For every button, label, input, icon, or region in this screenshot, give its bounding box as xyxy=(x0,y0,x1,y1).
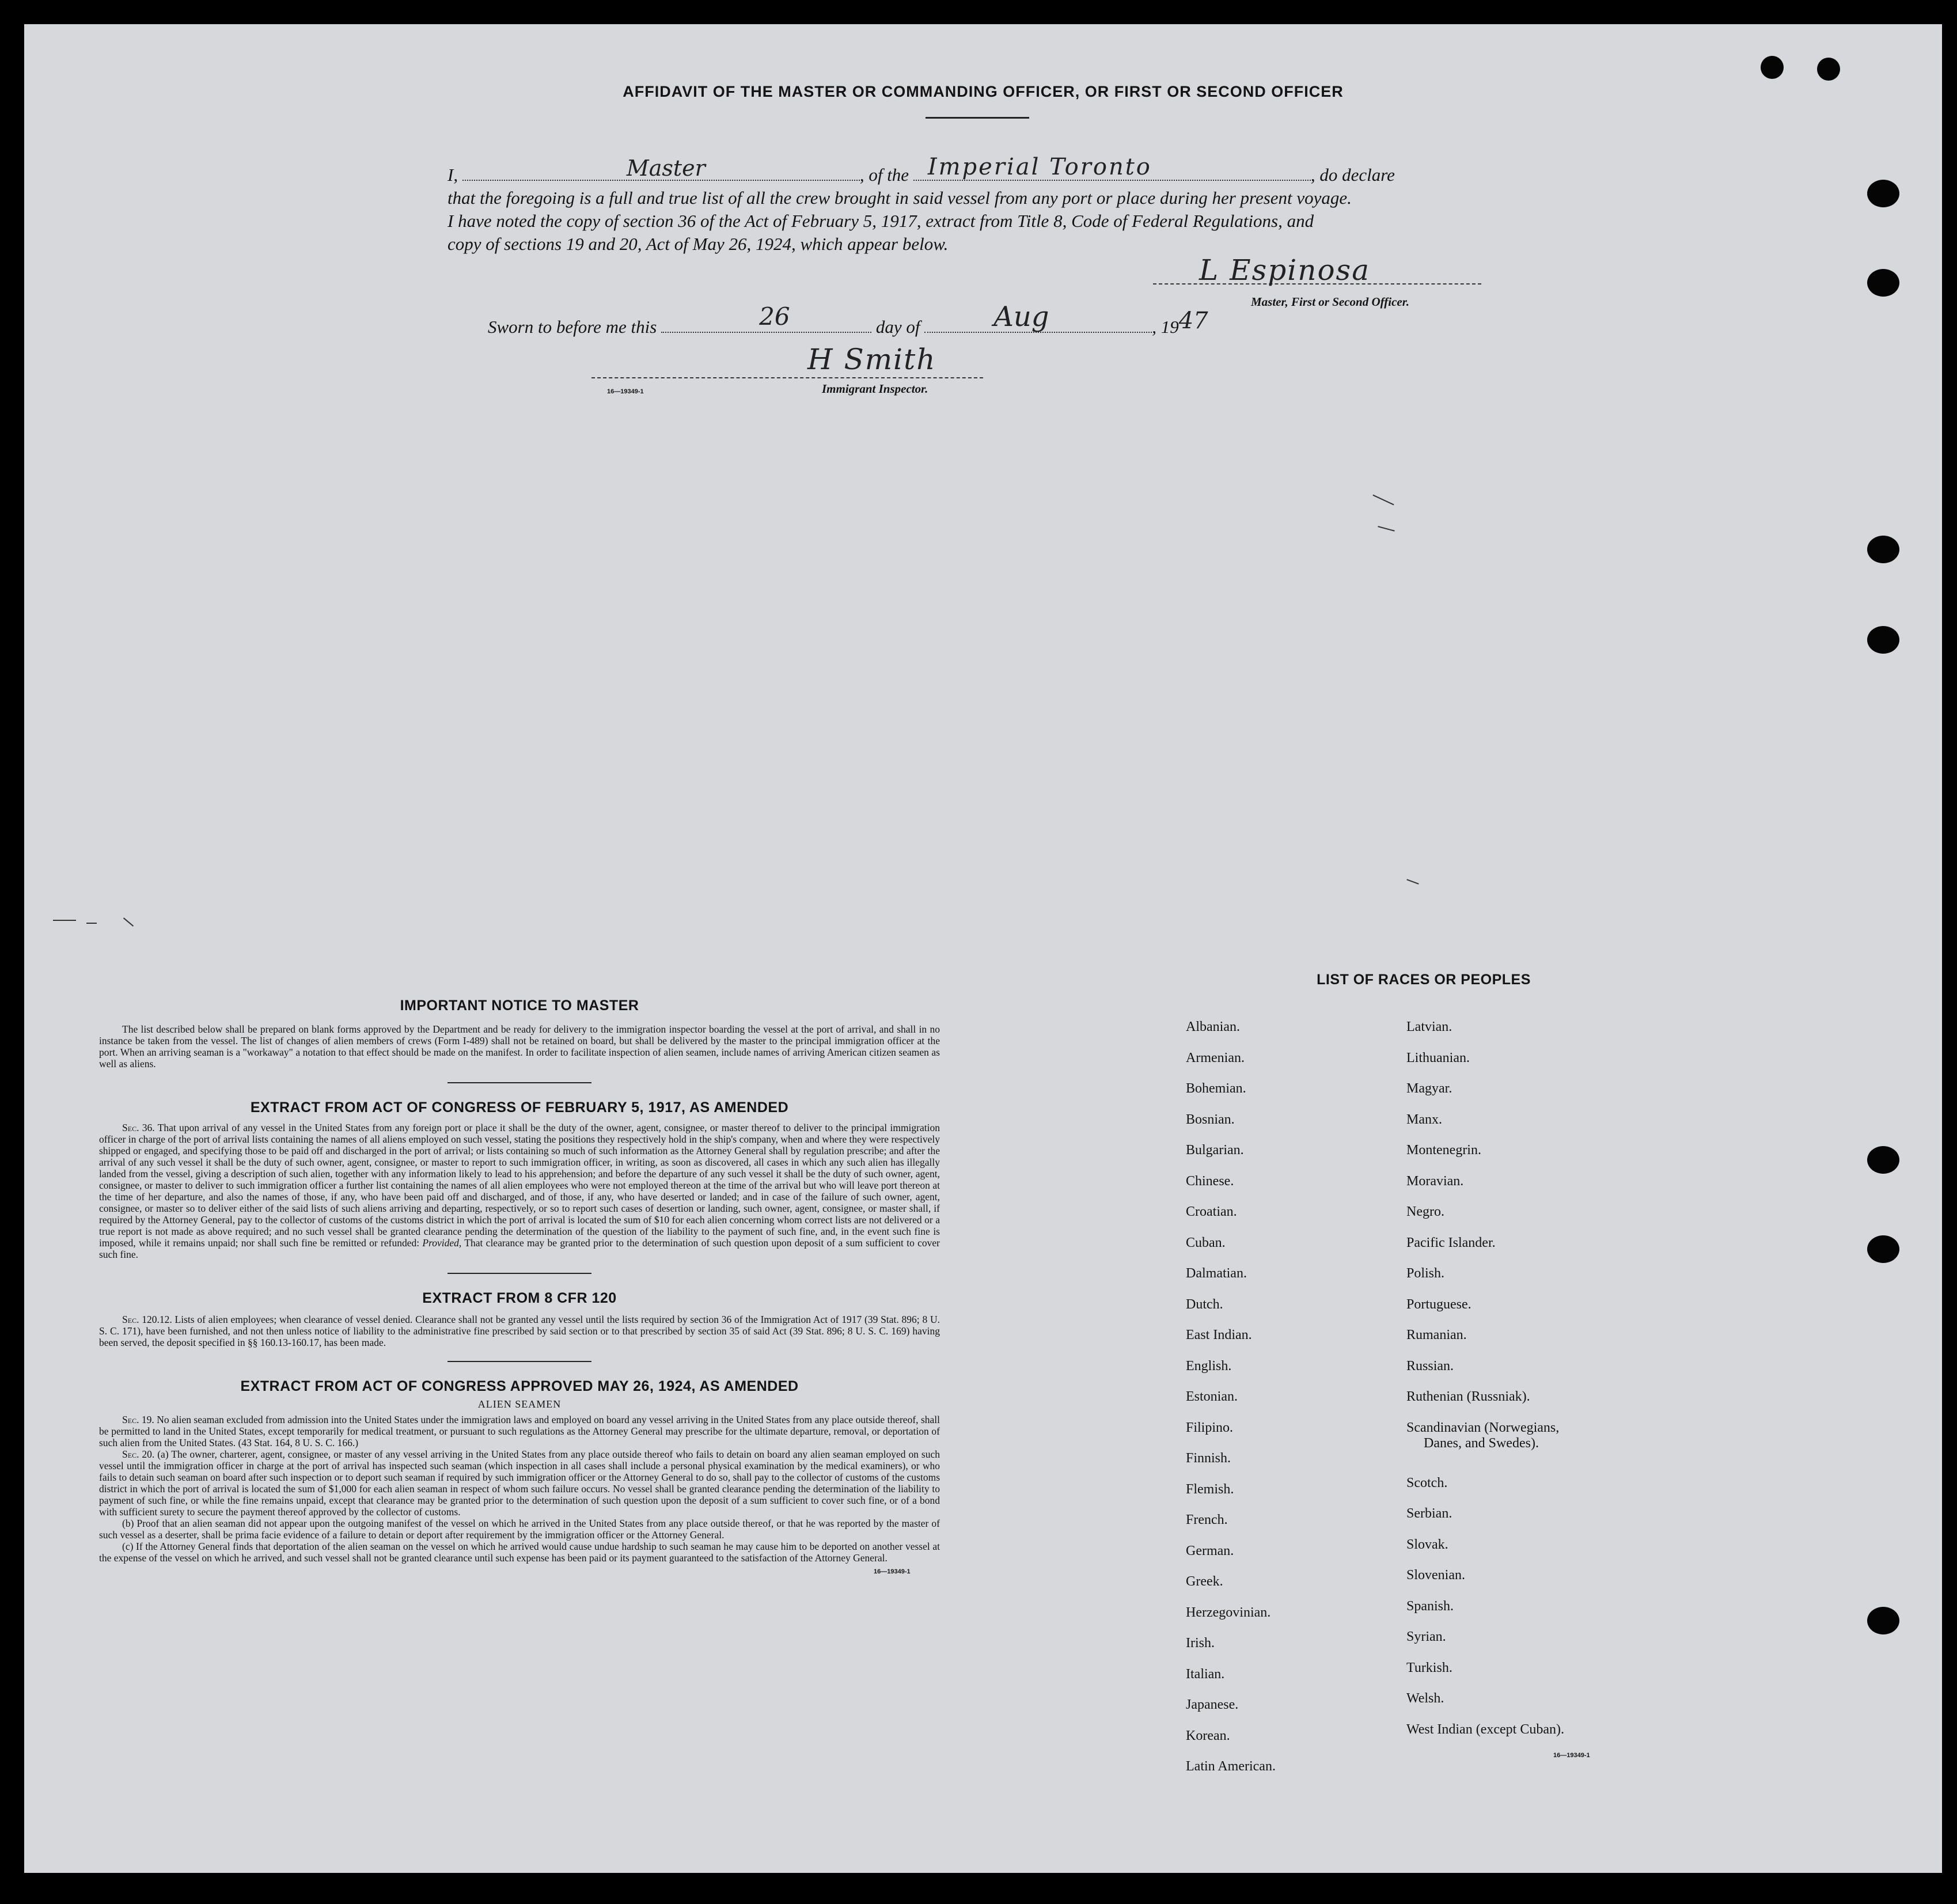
race-item: Chinese. xyxy=(1186,1173,1234,1189)
race-item: Polish. xyxy=(1406,1266,1445,1281)
race-item: Greek. xyxy=(1186,1574,1223,1589)
race-item: Moravian. xyxy=(1406,1173,1464,1189)
binder-hole xyxy=(1867,269,1899,297)
sworn-prefix: Sworn to before me this xyxy=(488,317,657,337)
race-item: Lithuanian. xyxy=(1406,1050,1470,1065)
year-handwritten: 47 xyxy=(1178,308,1208,334)
race-item: Latvian. xyxy=(1406,1019,1452,1034)
race-item: East Indian. xyxy=(1186,1328,1252,1342)
race-item: Croatian. xyxy=(1186,1204,1237,1219)
race-item: English. xyxy=(1186,1358,1232,1374)
section-divider xyxy=(447,1361,591,1362)
race-item: Spanish. xyxy=(1406,1598,1454,1614)
extract1-sec-label: Sec. 36. xyxy=(122,1122,155,1133)
race-item: Latin American. xyxy=(1186,1759,1276,1774)
day-handwritten: 26 xyxy=(759,302,790,331)
race-item: Finnish. xyxy=(1186,1451,1231,1466)
affidavit-i: I, xyxy=(447,165,458,185)
extract3-title: EXTRACT FROM ACT OF CONGRESS APPROVED MAY 26, 1924, AS AMENDED xyxy=(240,1378,799,1394)
binder-hole xyxy=(1817,58,1840,81)
stray-mark xyxy=(1372,495,1394,506)
master-signature-caption: Master, First or Second Officer. xyxy=(1251,295,1409,309)
race-item: Magyar. xyxy=(1406,1081,1452,1096)
race-item-scandinavian-line1: Scandinavian (Norwegians, xyxy=(1406,1420,1560,1435)
race-item: French. xyxy=(1186,1512,1228,1527)
sworn-line xyxy=(488,301,1352,337)
race-item: Dalmatian. xyxy=(1186,1266,1247,1281)
race-item: Bulgarian. xyxy=(1186,1143,1244,1158)
extract1-provided: Provided, xyxy=(422,1237,462,1249)
vessel-handwritten: Imperial Toronto xyxy=(927,154,1152,180)
sworn-row xyxy=(488,301,1352,337)
race-item: Korean. xyxy=(1186,1728,1230,1743)
document-page xyxy=(24,24,1942,1873)
race-item-scandinavian-line2: Danes, and Swedes). xyxy=(1424,1435,1539,1451)
affidavit-form-number: 16—19349-1 xyxy=(607,388,644,395)
extract1-tail: That clearance may be granted prior to the determination of such question upon deposit of a sum sufficient to cover such fine. xyxy=(99,1237,940,1260)
affidavit-line-2: that the foregoing is a full and true list of all the crew brought in said vessel from any port or place during her present voyage. xyxy=(447,188,1352,208)
sec20b-body: (b) Proof that an alien seaman did not appear upon the outgoing manifest of the vessel on which he arrived in the United States from any place outside thereof, or that he was reported by the master of such vessel as a deserter, shall be prima facie evidence of a failure to detain or deport after requirement by the immigration officer or the Attorney General. xyxy=(99,1518,940,1541)
race-item: Turkish. xyxy=(1406,1660,1452,1675)
race-item: Italian. xyxy=(1186,1666,1225,1682)
race-item: Filipino. xyxy=(1186,1420,1234,1435)
extract2-sec-label: Sec. 120.12. xyxy=(122,1314,172,1325)
extract1-body xyxy=(99,1122,940,1260)
affidavit-line-4: copy of sections 19 and 20, Act of May 26, 1924, which appear below. xyxy=(447,234,949,254)
month-handwritten: Aug xyxy=(993,301,1049,333)
stray-mark xyxy=(1406,879,1419,884)
affidavit-body xyxy=(447,154,1530,256)
race-item: Syrian. xyxy=(1406,1629,1446,1644)
race-item: Scotch. xyxy=(1406,1475,1448,1490)
do-declare-text: , do declare xyxy=(1310,165,1395,185)
stray-mark xyxy=(123,917,134,927)
of-the-text: , of the xyxy=(859,165,909,185)
stray-mark xyxy=(53,920,76,921)
race-item: Rumanian. xyxy=(1406,1328,1467,1342)
notice-form-number: 16—19349-1 xyxy=(874,1568,911,1575)
rank-handwritten: Master xyxy=(626,155,706,181)
extract1-title: EXTRACT FROM ACT OF CONGRESS OF FEBRUARY 5, 1917, AS AMENDED xyxy=(250,1099,789,1116)
sec20-label: Sec. 20. xyxy=(122,1448,155,1460)
sec20a-body xyxy=(99,1448,940,1518)
month-field xyxy=(924,301,1152,333)
affidavit-line-3: I have noted the copy of section 36 of the Act of February 5, 1917, extract from Title 8, Code of Federal Regulations, and xyxy=(447,211,1314,231)
binder-hole xyxy=(1867,1607,1899,1634)
binder-hole xyxy=(1867,536,1899,563)
race-item: Flemish. xyxy=(1186,1481,1234,1497)
race-item: Cuban. xyxy=(1186,1235,1226,1250)
day-of-text: day of xyxy=(875,317,920,337)
race-item-scandinavian xyxy=(1406,1420,1564,1476)
notice-title: IMPORTANT NOTICE TO MASTER xyxy=(400,997,639,1014)
rank-field xyxy=(462,155,860,181)
race-item: Albanian. xyxy=(1186,1019,1240,1034)
inspector-signature-line xyxy=(591,377,983,378)
inspector-signature: H Smith xyxy=(807,343,936,376)
race-item: Herzegovinian. xyxy=(1186,1605,1271,1620)
sec20a-text: (a) The owner, charterer, agent, consignee, or master of any vessel arriving in the United States from any place outside thereof who fails to detain on board any alien seaman employed on such vessel until the immigration officer in charge at the port of arrival has inspected such seaman (which inspection in all cases shall include a personal physical examination by the medical examiners), or who fails to detain such seaman on board after such inspection or to deport such seaman if required by such immigration officer or the Attorney General to do so, shall pay to the collector of customs of the customs district in which the port of arrival is located the sum of $1,000 for each alien seaman in respect of whom such failure occurs. No vessel shall be granted clearance pending the determination of the liability to payment of such fine, or while the fine remains unpaid, except that clearance may be granted prior to the determination of such question upon the deposit of a sum sufficient to cover such fine, or of a bond with sufficient surety to secure the payment thereof approved by the collector of customs. xyxy=(99,1448,940,1518)
race-item: German. xyxy=(1186,1543,1234,1558)
race-item: Negro. xyxy=(1406,1204,1444,1219)
sec19-body xyxy=(99,1414,940,1448)
extract2-text: Lists of alien employees; when clearance of vessel denied. Clearance shall not be granted any vessel until the lists required by section 36 of the Immigration Act of 1917 (39 Stat. 896; 8 U. S. C. 171), have been furnished, and not then unless notice of liability to the administrative fine prescribed by said section or to that prescribed by section 35 of said Act (39 Stat. 896; 8 U. S. C. 169) having been served, the deposit specified in §§ 160.13-160.17, has been made. xyxy=(99,1314,940,1348)
notice-section xyxy=(99,997,940,1575)
stray-mark xyxy=(1378,526,1394,532)
master-signature: L Espinosa xyxy=(1199,253,1371,287)
extract2-body xyxy=(99,1314,940,1348)
race-item: Dutch. xyxy=(1186,1296,1223,1312)
affidavit-title: AFFIDAVIT OF THE MASTER OR COMMANDING OFFICER, OR FIRST OR SECOND OFFICER xyxy=(623,83,1344,100)
binder-hole xyxy=(1761,56,1784,79)
stray-mark xyxy=(86,923,97,924)
race-item: West Indian (except Cuban). xyxy=(1406,1721,1564,1737)
race-item: Slovak. xyxy=(1406,1537,1448,1552)
race-item: Pacific Islander. xyxy=(1406,1235,1496,1250)
section-divider xyxy=(447,1273,591,1274)
race-item: Welsh. xyxy=(1406,1691,1444,1706)
race-item: Armenian. xyxy=(1186,1050,1245,1065)
sec19-text: No alien seaman excluded from admission into the United States under the immigration laws and employed on board any vessel arriving in the United States from any place outside thereof, shall be permitted to land in the United States, except temporarily for medical treatment, or pursuant to such regulations as the Attorney General may prescribe for the ultimate departure, removal, or deportation of such alien from the United States. (43 Stat. 164, 8 U. S. C. 166.) xyxy=(99,1414,940,1448)
race-item: Portuguese. xyxy=(1406,1296,1471,1312)
race-item: Japanese. xyxy=(1186,1697,1239,1712)
affidavit-line-1 xyxy=(447,154,1530,187)
binder-hole xyxy=(1867,1146,1899,1174)
vessel-field xyxy=(913,154,1311,181)
sec19-label: Sec. 19. xyxy=(122,1414,154,1425)
binder-hole xyxy=(1867,626,1899,654)
year-prefix: , 19 xyxy=(1152,317,1179,337)
sec20c-body: (c) If the Attorney General finds that deportation of the alien seaman on the vessel on which he arrived would cause undue hardship to such seaman he may cause him to be deported on another vessel at the expense of the vessel on which he arrived, and such vessel shall not be granted clearance until such expense has been paid or its payment guaranteed to the satisfaction of the Attorney General. xyxy=(99,1541,940,1564)
binder-hole xyxy=(1867,1235,1899,1263)
day-field xyxy=(661,302,871,333)
race-item: Manx. xyxy=(1406,1112,1442,1127)
inspector-caption: Immigrant Inspector. xyxy=(822,382,928,396)
binder-hole xyxy=(1867,180,1899,207)
races-right-column xyxy=(1406,1019,1564,1753)
extract1-text: That upon arrival of any vessel in the United States from any foreign port or place it shall be the duty of the owner, agent, consignee, or master thereof to deliver to the principal immigration officer in charge of the port of arrival lists containing the names of all aliens employed on such vessel, stating the positions they respectively hold in the ship's company, when and where they were respectively shipped or engaged, and specifying those to be paid off and discharged in the port of arrival; or lists containing so much of such information as the Attorney General shall by regulation prescribe; and after the arrival of any such vessel it shall be the duty of such owner, agent, consignee, or master to report to such immigration officer, in writing, as soon as discovered, all cases in which any such alien has illegally landed from the vessel, giving a description of such alien, together with any information likely to lead to his apprehension; and before the departure of any such vessel it shall be the duty of such owner, agent, consignee, or master to deliver to such immigration officer a further list containing the names of all alien employees who were not employed thereon at the time of the arrival but who will leave port thereon at the time of her departure, and also the names of those, if any, who have been paid off and discharged, and of those, if any, who have deserted or landed; and in case of the failure of such owner, agent, consignee, or master so to deliver either of the said lists of such aliens arriving and departing, respectively, or so to report such cases of desertion or landing, such owner, agent, consignee, or master shall, if required by the Attorney General, pay to the collector of customs of the customs district in which the port of arrival is located the sum of $10 for each alien concerning whom correct lists are not delivered or a true report is not made as above required; and no such vessel shall be granted clearance pending the determination of the question of the liability to the payment of such fine, and, in the event such fine is imposed, while it remains unpaid; nor shall such fine be remitted or refunded: xyxy=(99,1122,940,1249)
race-item: Irish. xyxy=(1186,1636,1215,1651)
notice-body: The list described below shall be prepared on blank forms approved by the Department and be ready for delivery to the immigration inspector boarding the vessel at the port of arrival, and shall in no instance be taken from the vessel. The list of changes of alien members of crews (Form I-489) shall not be retained on board, but shall be delivered by the master to the principal immigration officer at the port. When an arriving seaman is a "workaway" a notation to that effect should be made on the manifest. In order to facilitate inspection of alien seamen, include names of arriving American citizen seamen as well as aliens. xyxy=(99,1023,940,1069)
race-item: Estonian. xyxy=(1186,1389,1238,1404)
race-item: Bohemian. xyxy=(1186,1081,1246,1096)
races-form-number: 16—19349-1 xyxy=(1553,1752,1590,1759)
race-item: Montenegrin. xyxy=(1406,1143,1481,1158)
race-item: Russian. xyxy=(1406,1358,1454,1374)
race-item: Serbian. xyxy=(1406,1506,1452,1521)
race-item: Ruthenian (Russniak). xyxy=(1406,1389,1530,1404)
races-title: LIST OF RACES OR PEOPLES xyxy=(1317,972,1531,988)
extract3-subtitle: ALIEN SEAMEN xyxy=(477,1398,562,1410)
section-divider xyxy=(447,1082,591,1083)
title-rule xyxy=(926,117,1029,119)
races-left-column xyxy=(1186,1019,1276,1790)
extract2-title: EXTRACT FROM 8 CFR 120 xyxy=(422,1290,617,1306)
race-item: Slovenian. xyxy=(1406,1568,1465,1583)
race-item: Bosnian. xyxy=(1186,1112,1235,1127)
